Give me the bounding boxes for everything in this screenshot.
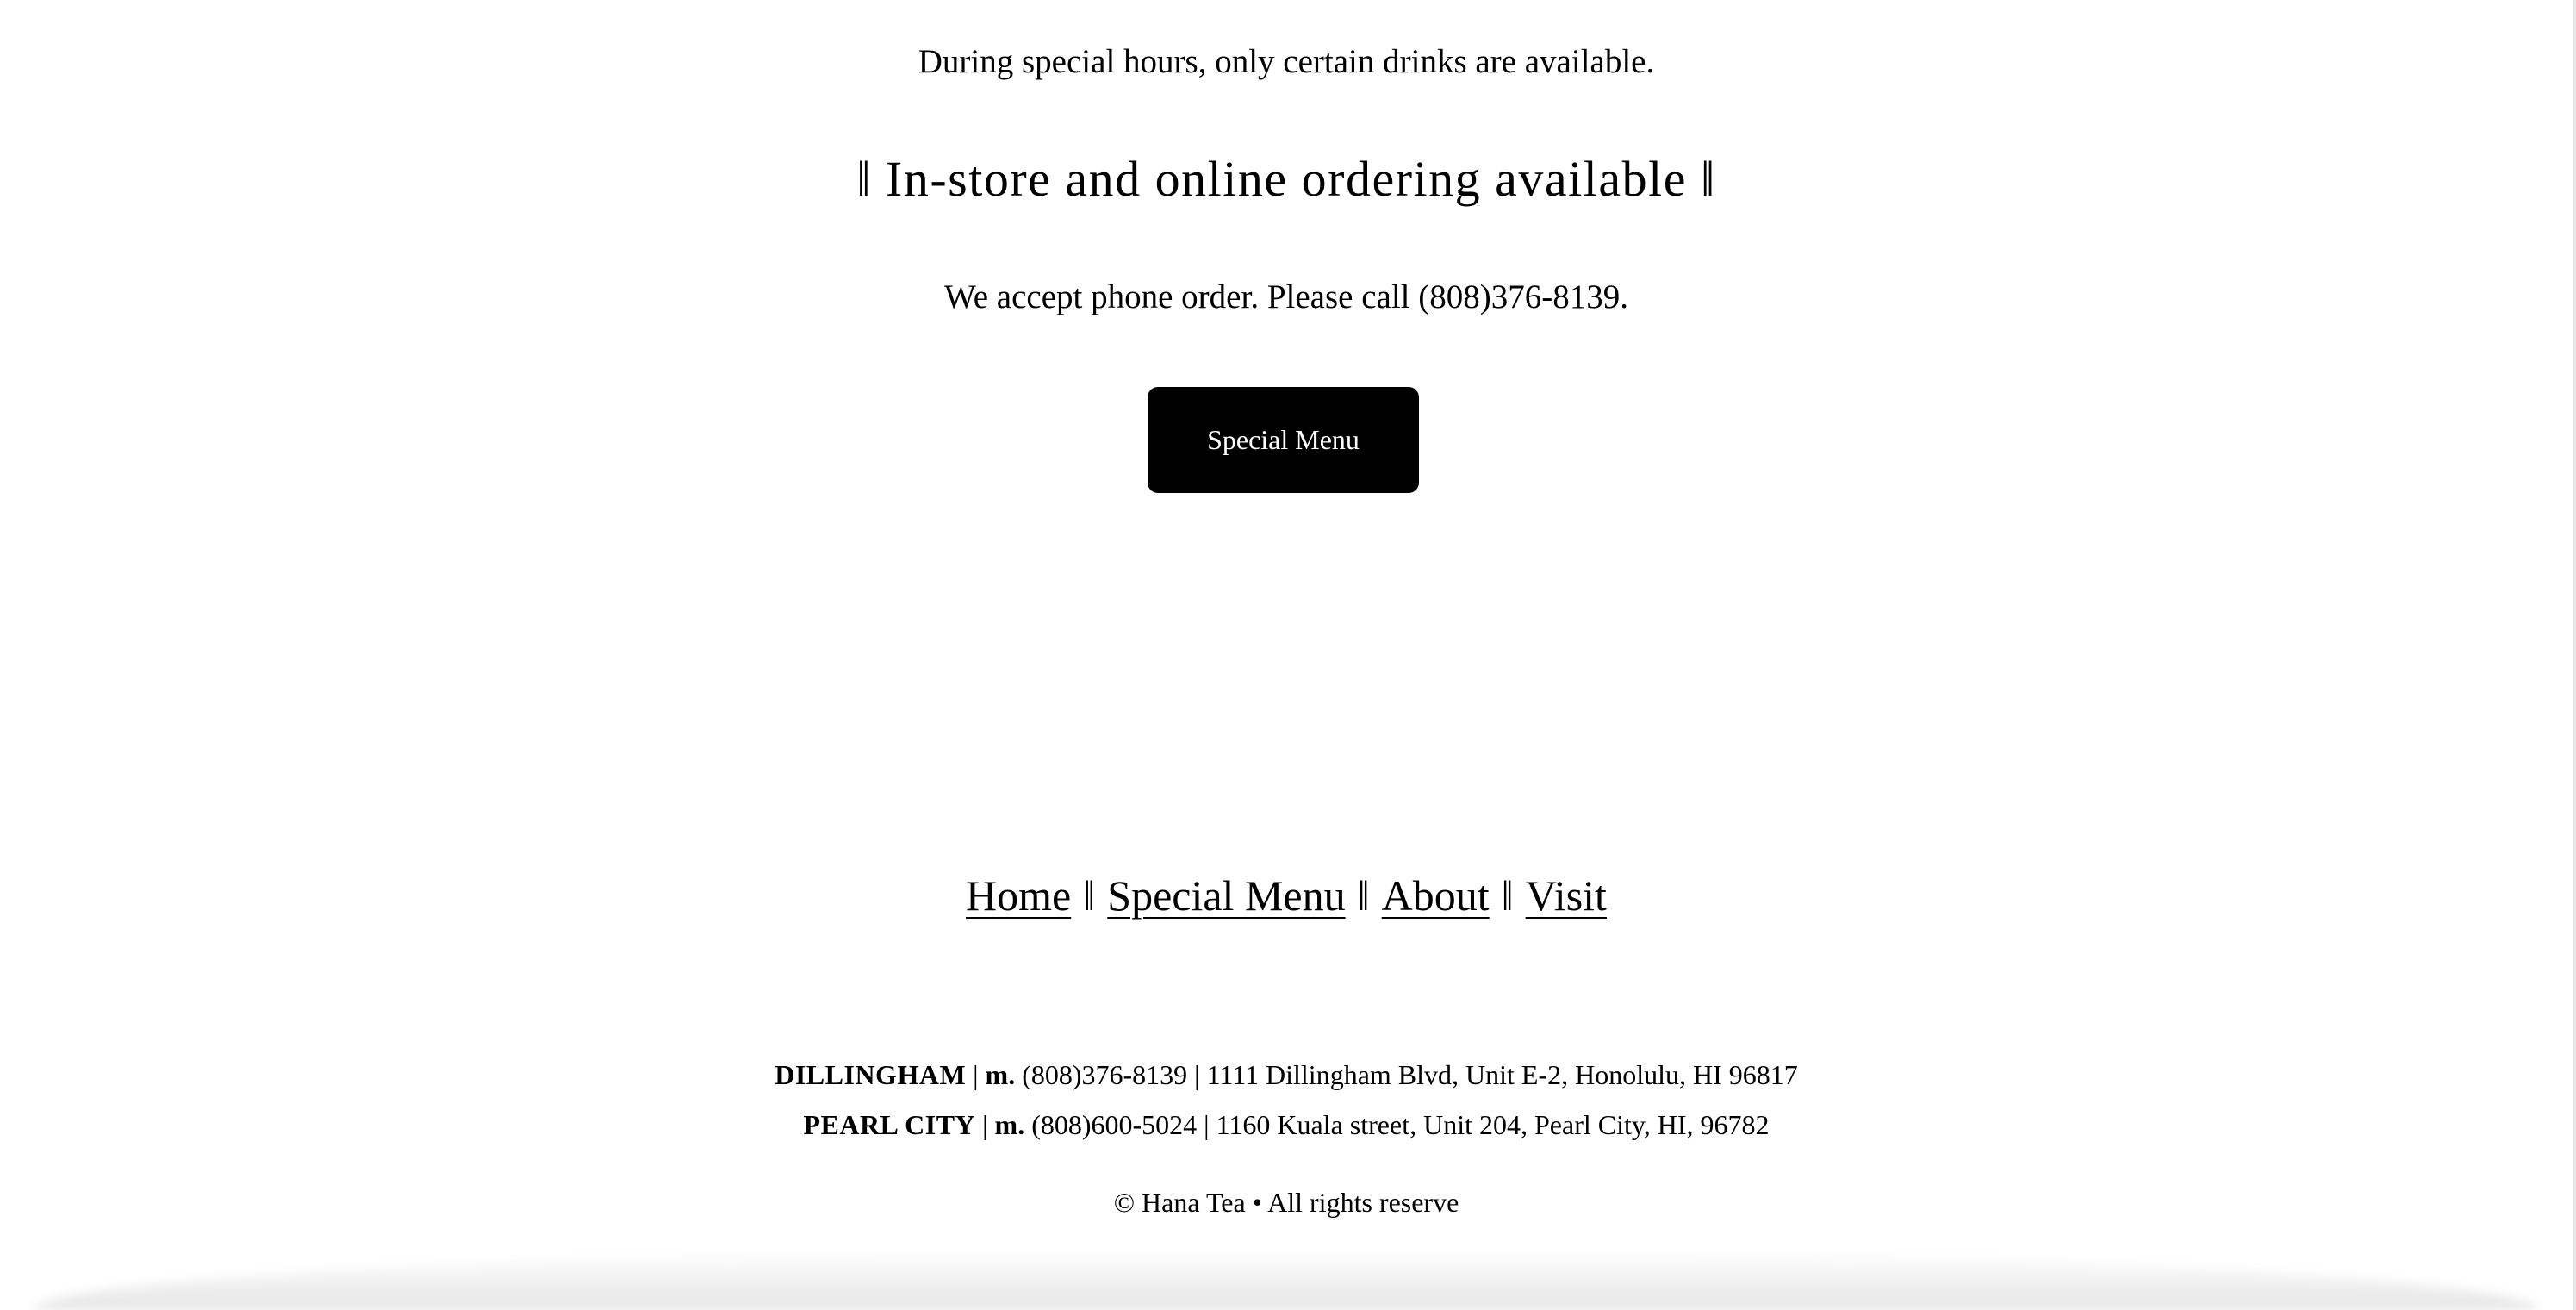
- footer-nav-visit[interactable]: Visit: [1525, 871, 1607, 920]
- footer-nav-home[interactable]: Home: [966, 871, 1072, 920]
- location-name: DILLINGHAM: [775, 1059, 967, 1090]
- nav-separator: ǁ: [1083, 871, 1096, 920]
- copyright: © Hana Tea • All rights reserve: [1113, 1187, 1459, 1218]
- nav-separator: ǁ: [1357, 871, 1370, 920]
- phone-label: m.: [994, 1109, 1025, 1140]
- location-phone: (808)376-8139: [1022, 1059, 1188, 1090]
- phone-order-note: We accept phone order. Please call (808)376-8139.: [944, 278, 1628, 315]
- location-dillingham: DILLINGHAM | m. (808)376-8139 | 1111 Dillingham Blvd, Unit E-2, Honolulu, HI 96817: [775, 1059, 1798, 1090]
- window-bottom-shadow: [34, 1250, 2538, 1310]
- footer-nav-special-menu[interactable]: Special Menu: [1107, 871, 1346, 920]
- location-pearl-city: PEARL CITY | m. (808)600-5024 | 1160 Kuala street, Unit 204, Pearl City, HI, 96782: [803, 1109, 1770, 1140]
- location-name: PEARL CITY: [803, 1109, 976, 1140]
- nav-separator: ǁ: [1501, 871, 1514, 920]
- phone-label: m.: [985, 1059, 1016, 1090]
- location-phone: (808)600-5024: [1031, 1109, 1198, 1140]
- footer-nav: [0, 865, 2573, 926]
- location-address: 1160 Kuala street, Unit 204, Pearl City, HI, 96782: [1216, 1109, 1770, 1140]
- footer-nav-about[interactable]: About: [1381, 871, 1490, 920]
- special-hours-note: During special hours, only certain drinks are available.: [918, 43, 1655, 80]
- location-address: 1111 Dillingham Blvd, Unit E-2, Honolulu, HI 96817: [1206, 1059, 1798, 1090]
- ordering-heading: ǁ In-store and online ordering available ǁ: [856, 151, 1716, 207]
- scrollbar-track[interactable]: [2573, 0, 2576, 1310]
- special-menu-button[interactable]: Special Menu: [1148, 387, 1419, 493]
